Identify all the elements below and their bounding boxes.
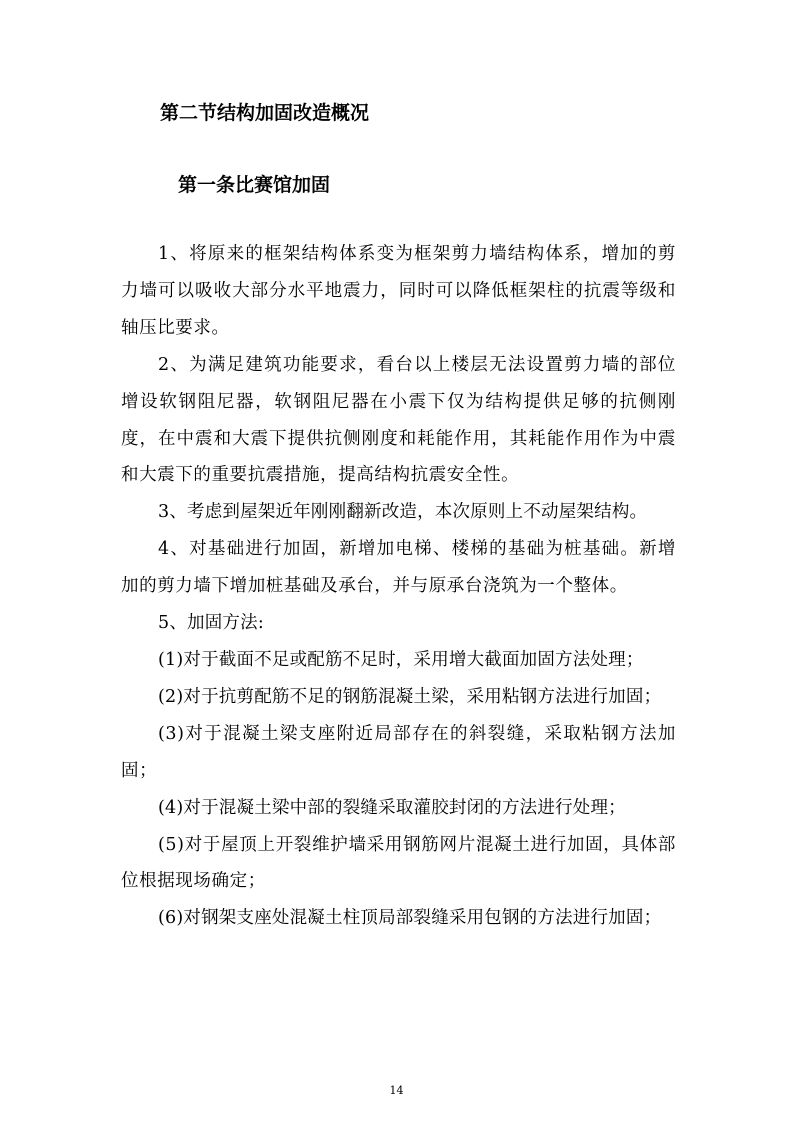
paragraph-3: 3、考虑到屋架近年刚刚翻新改造，本次原则上不动屋架结构。 [158, 502, 648, 523]
method-item-6: (6)对钢架支座处混凝土柱顶局部裂缝采用包钢的方法进行加固； [158, 908, 662, 929]
paragraph-4: 4、对基础进行加固，新增加电梯、楼梯的基础为桩基础。新增加的剪力墙下增加桩基础及承台，并与原承台浇筑为一个整体。 [121, 539, 676, 597]
method-item-1: (1)对于截面不足或配筋不足时，采用增大截面加固方法处理； [158, 649, 644, 670]
paragraph-5: 5、加固方法: [158, 613, 264, 634]
method-item-3: (3)对于混凝土梁支座附近局部存在的斜裂缝，采取粘钢方法加固； [121, 723, 676, 781]
section-title: 第二节结构加固改造概况 [160, 102, 370, 124]
paragraph-2: 2、为满足建筑功能要求，看台以上楼层无法设置剪力墙的部位增设软钢阻尼器，软钢阻尼器在小震下仅为结构提供足够的抗侧刚度，在中震和大震下提供抗侧刚度和耗能作用，其耗能作用作为中震和大震下的重要抗震措施，提高结构抗震安全性。 [121, 354, 676, 486]
method-item-5: (5)对于屋顶上开裂维护墙采用钢筋网片混凝土进行加固，具体部位根据现场确定； [121, 834, 676, 892]
method-item-4: (4)对于混凝土梁中部的裂缝采取灌胶封闭的方法进行处理； [158, 797, 626, 818]
page-number: 14 [389, 1084, 404, 1097]
body-text [121, 236, 676, 937]
article-title: 第一条比赛馆加固 [178, 174, 331, 196]
paragraph-1: 1、将原来的框架结构体系变为框架剪力墙结构体系，增加的剪力墙可以吸收大部分水平地震力，同时可以降低框架柱的抗震等级和轴压比要求。 [121, 244, 676, 338]
method-item-2: (2)对于抗剪配筋不足的钢筋混凝土梁，采用粘钢方法进行加固； [158, 686, 662, 707]
